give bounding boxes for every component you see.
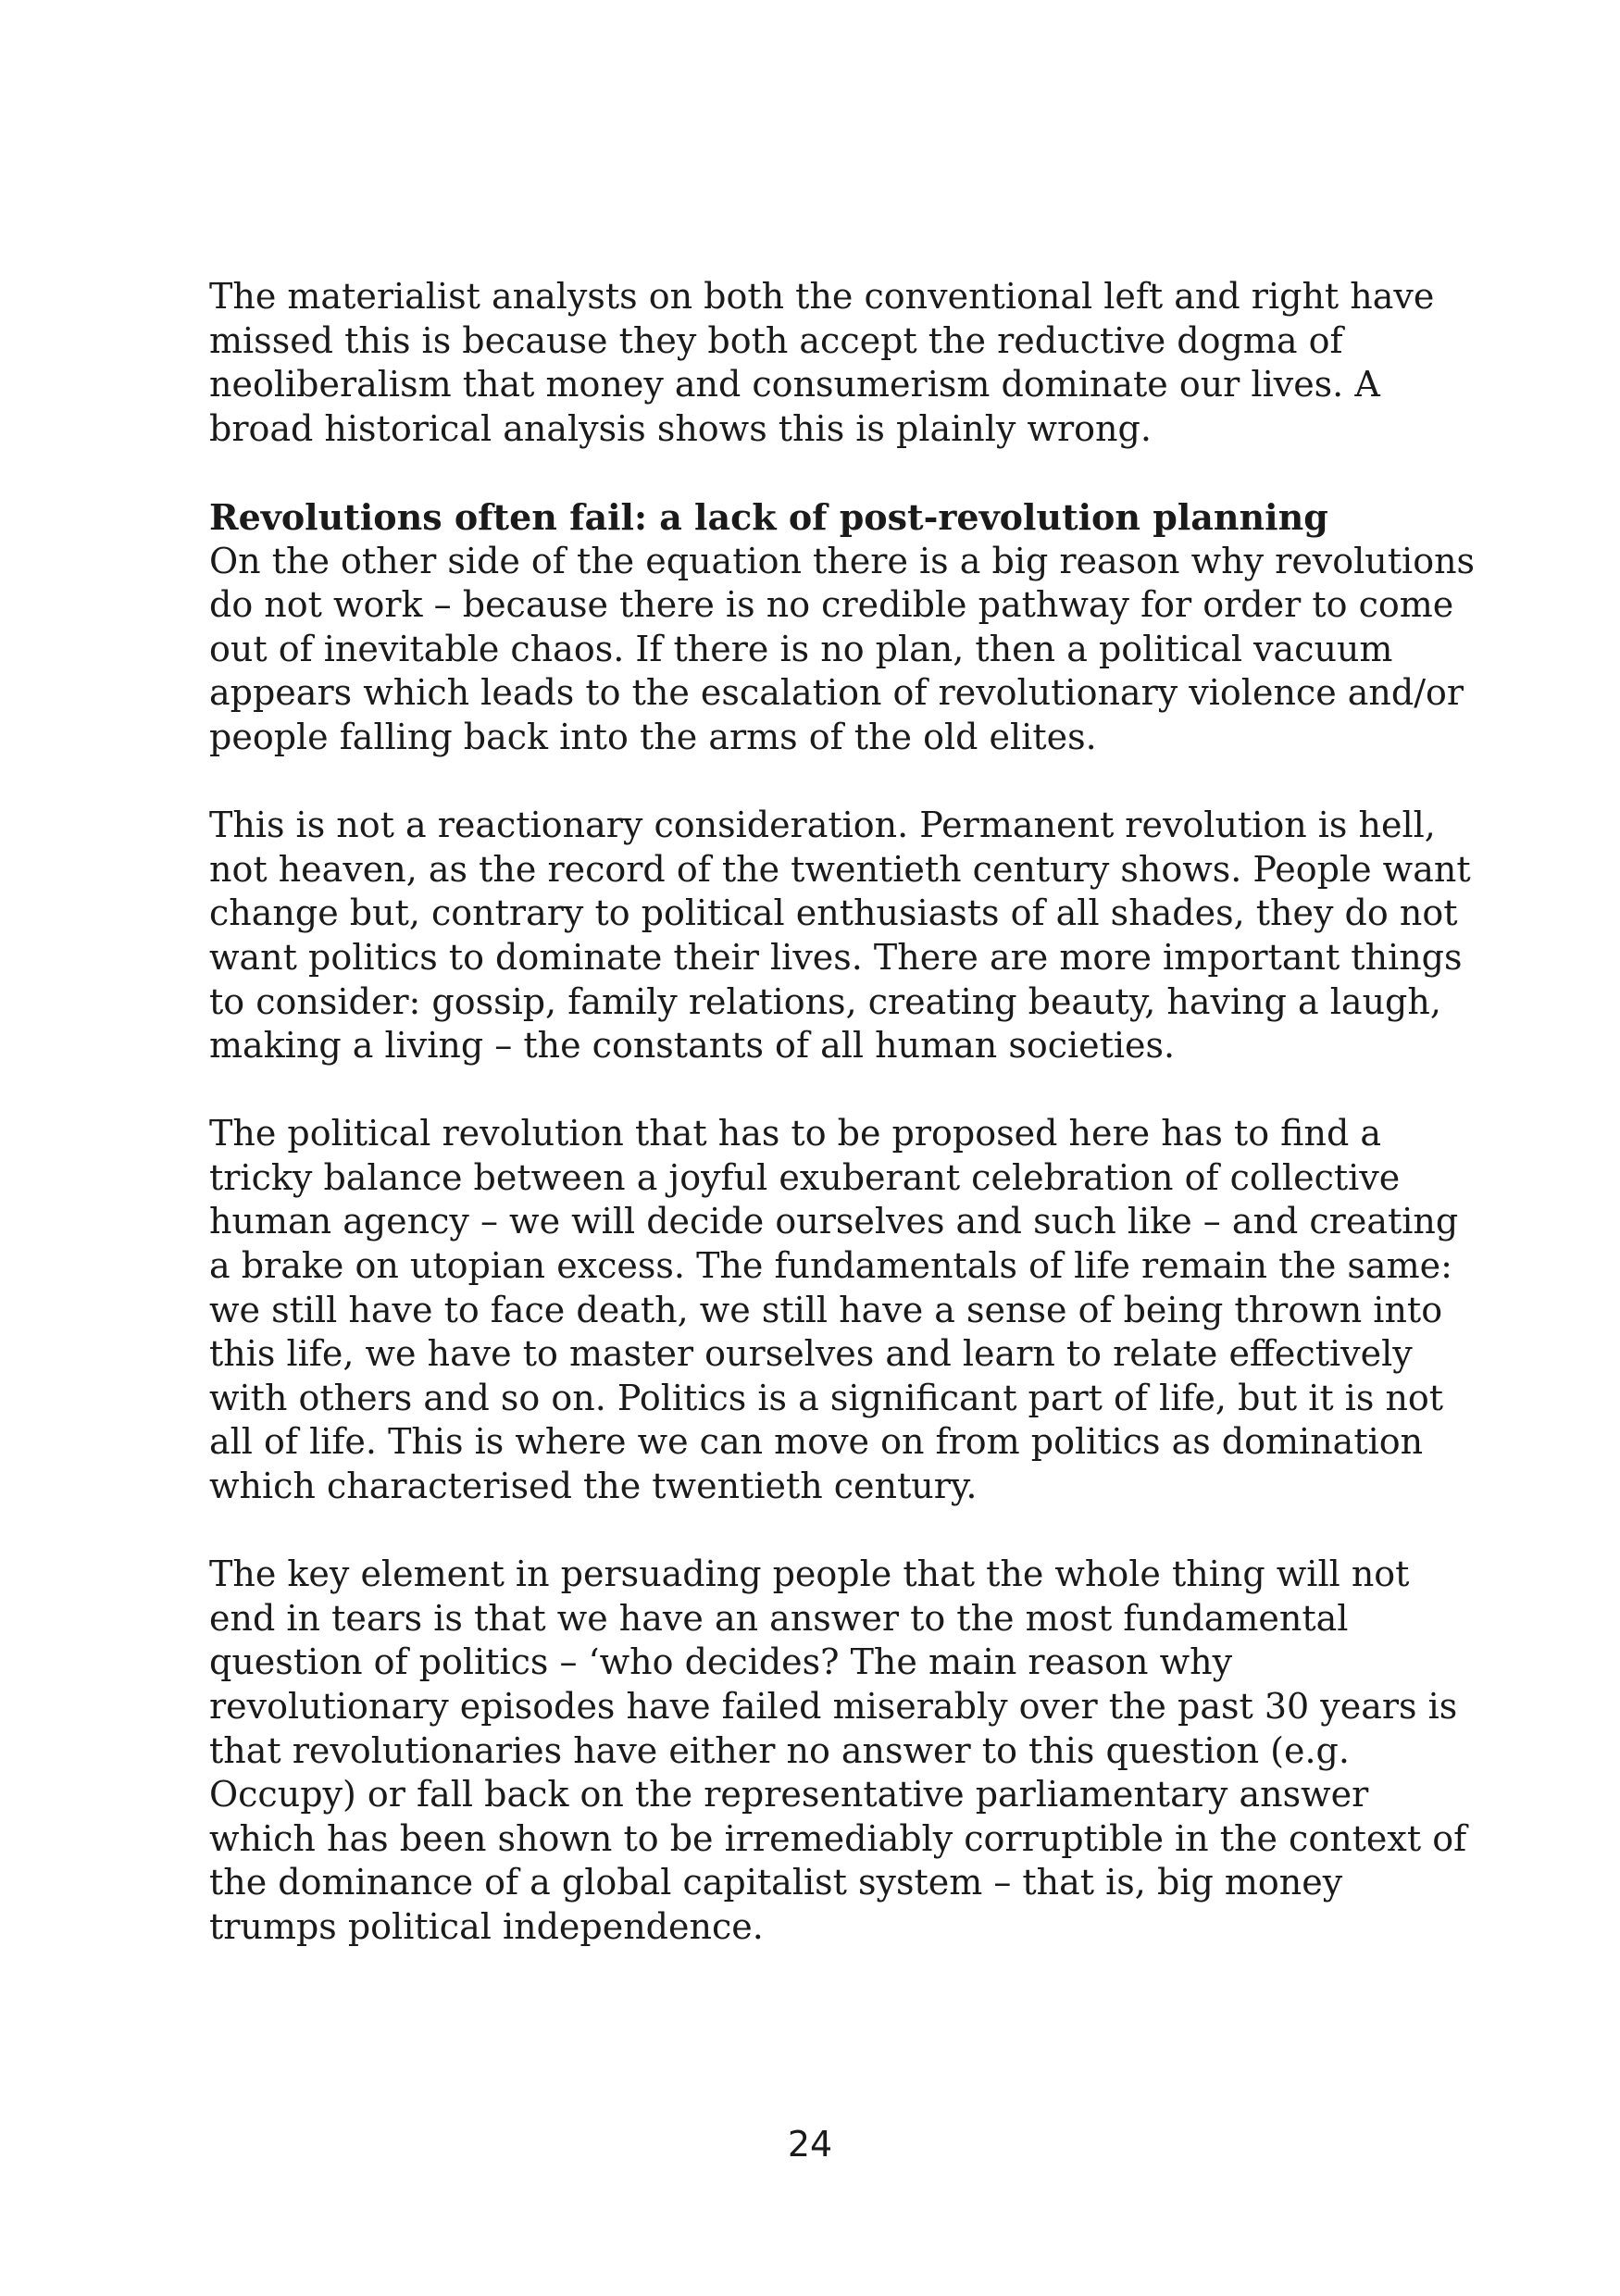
text-line: The materialist analysts on both the conventional left and right have — [209, 276, 1435, 317]
paragraph-other-side-of-equation — [209, 540, 1476, 760]
text-line: trumps political independence. — [209, 1905, 764, 1947]
paragraph-key-element — [209, 1553, 1467, 1949]
paragraph-spacer — [209, 1068, 1431, 1113]
text-line: appears which leads to the escalation of revolutionary violence and/or — [209, 672, 1464, 714]
text-line: tricky balance between a joyful exuberant celebration of collective — [209, 1156, 1401, 1198]
text-line: the dominance of a global capitalist system – that is, big money — [209, 1862, 1343, 1903]
text-line: want politics to dominate their lives. There are more important things — [209, 936, 1463, 978]
text-line: The key element in persuading people that the whole thing will not — [209, 1554, 1410, 1595]
paragraph-spacer — [209, 451, 1431, 495]
text-line: to consider: gossip, family relations, creating beauty, having a laugh, — [209, 980, 1441, 1022]
text-line: human agency – we will decide ourselves and such like – and creating — [209, 1201, 1459, 1242]
paragraph-political-revolution — [209, 1112, 1459, 1508]
text-line: people falling back into the arms of the old elites. — [209, 716, 1097, 757]
text-line: which characterised the twentieth century. — [209, 1466, 978, 1507]
text-line: making a living – the constants of all human societies. — [209, 1025, 1176, 1067]
text-line: all of life. This is where we can move on from politics as domination — [209, 1421, 1424, 1463]
text-line: missed this is because they both accept the reductive dogma of — [209, 319, 1343, 361]
text-line: which has been shown to be irremediably corruptible in the context of — [209, 1817, 1467, 1859]
text-line: with others and so on. Politics is a significant part of life, but it is not — [209, 1377, 1444, 1418]
text-line: question of politics – ‘who decides? The main reason why — [209, 1641, 1233, 1683]
paragraph-materialist-analysts — [209, 275, 1435, 451]
text-line: change but, contrary to political enthusiasts of all shades, they do not — [209, 892, 1458, 934]
paragraph-spacer — [209, 1509, 1431, 1554]
text-line: broad historical analysis shows this is plainly wrong. — [209, 407, 1152, 449]
text-line: Occupy) or fall back on the representative parliamentary answer — [209, 1774, 1369, 1816]
text-line: not heaven, as the record of the twentieth century shows. People want — [209, 848, 1471, 890]
text-line: we still have to face death, we still have a sense of being thrown into — [209, 1289, 1443, 1330]
text-line: out of inevitable chaos. If there is no plan, then a political vacuum — [209, 628, 1393, 669]
page-body — [209, 275, 1476, 1950]
section-heading: Revolutions often fail: a lack of post-revolution planning — [209, 495, 1328, 538]
text-line: do not work – because there is no credible pathway for order to come — [209, 584, 1454, 626]
paragraph-spacer — [209, 760, 1431, 805]
text-line: On the other side of the equation there is a big reason why revolutions — [209, 540, 1476, 581]
text-line: a brake on utopian excess. The fundamentals of life remain the same: — [209, 1245, 1452, 1287]
text-line: The political revolution that has to be proposed here has to find a — [209, 1113, 1382, 1154]
text-line: that revolutionaries have either no answer to this question (e.g. — [209, 1729, 1350, 1771]
paragraph-not-reactionary — [209, 804, 1471, 1068]
section-revolutions-often-fail — [209, 495, 1476, 760]
text-line: end in tears is that we have an answer to the most fundamental — [209, 1597, 1349, 1639]
text-line: this life, we have to master ourselves and learn to relate effectively — [209, 1333, 1413, 1375]
text-line: revolutionary episodes have failed miserably over the past 30 years is — [209, 1686, 1458, 1727]
page-number: 24 — [787, 2124, 833, 2165]
text-line: neoliberalism that money and consumerism dominate our lives. A — [209, 364, 1380, 406]
text-line: This is not a reactionary consideration. Permanent revolution is hell, — [209, 805, 1436, 846]
